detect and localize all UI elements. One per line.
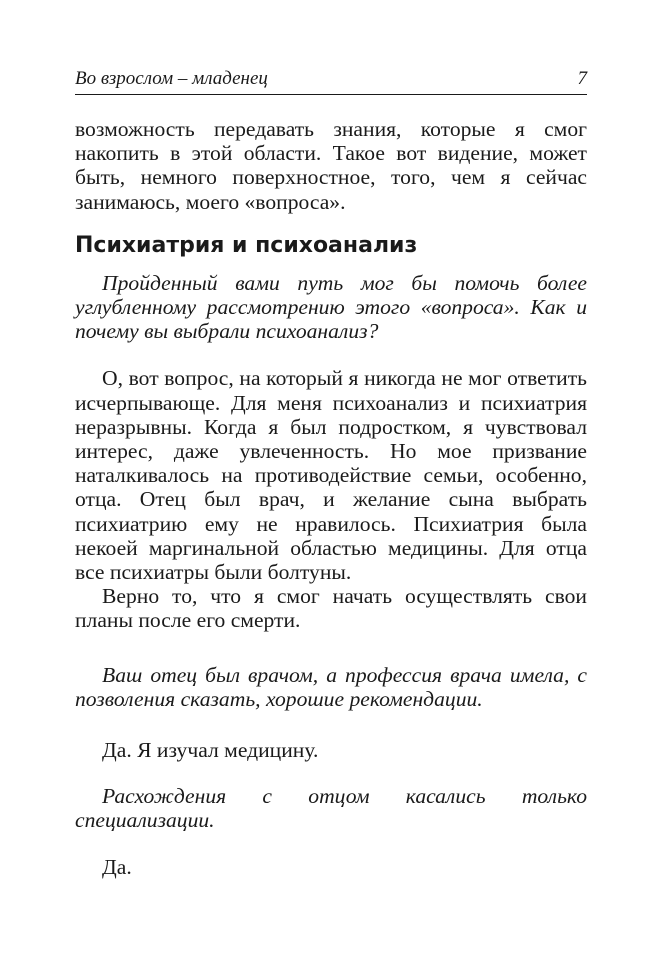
section-heading: Психиатрия и психоанализ [75,232,418,258]
running-title: Во взрослом – младенец [75,68,268,89]
answer-2: Да. Я изучал медицину. [102,738,319,763]
interviewer-question-2: Ваш отец был врачом, а профессия врача имела, с позволения сказать, хорошие рекомендации. [75,662,587,711]
answer-1-paragraph-2: Верно то, что я смог начать осуществлять свои планы после его смерти. [75,584,587,633]
paragraph-intro: возможность передавать знания, которые я смог накопить в этой области. Такое вот видение, может быть, немного поверхностное, того, чем я сейчас занимаюсь, моего «вопроса». [75,117,587,214]
running-header [75,66,587,95]
answer-3: Да. [102,854,132,879]
body-text [75,117,587,879]
book-page [75,66,587,879]
page-number: 7 [577,68,587,89]
interviewer-question-1: Пройденный вами путь мог бы помочь более углубленному рассмотрению этого «вопроса». Как и почему вы выбрали психоанализ? [75,270,587,344]
interviewer-question-3: Расхождения с отцом касались только специализации. [75,784,587,833]
answer-1-paragraph-1: О, вот вопрос, на который я никогда не мог ответить исчерпывающе. Для меня психоанализ и психиатрия неразрывны. Когда я был подростком, я чувствовал интерес, даже увлеченность. Но мое призвание наталкивалось на противодействие семьи, особенно, отца. Отец был врач, и желание сына выбрать психиатрию ему не нравилось. Психиатрия была некоей маргинальной областью медицины. Для отца все психиатры были болтуны. [75,366,587,585]
